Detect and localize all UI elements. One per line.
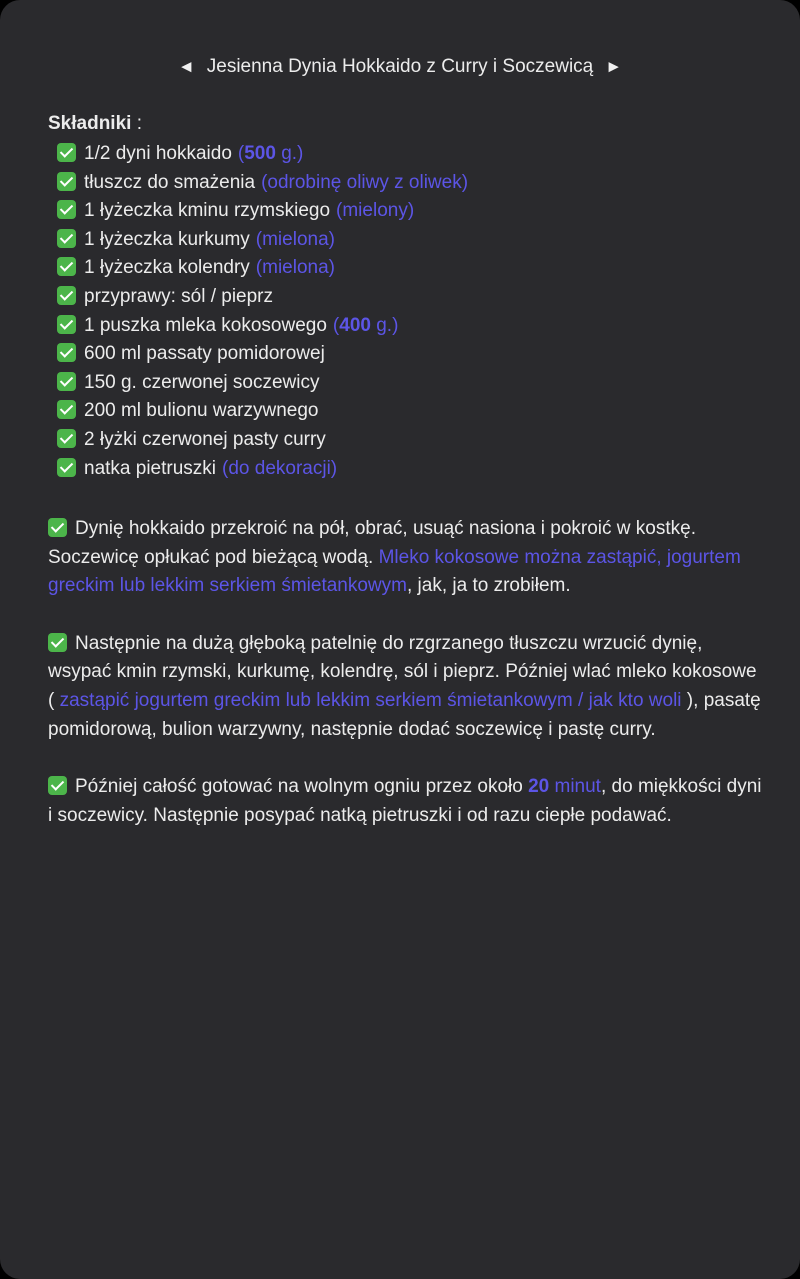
ingredient-note: (do dekoracji)	[222, 457, 338, 479]
check-icon	[57, 172, 76, 191]
ingredients-list	[48, 140, 768, 483]
ingredient-item	[57, 340, 768, 369]
ingredient-item	[57, 169, 768, 198]
ingredients-header	[48, 110, 768, 140]
recipe-title: Jesienna Dynia Hokkaido z Curry i Soczewicą	[206, 56, 594, 77]
ingredient-note: (500 g.)	[237, 143, 304, 164]
ingredient-item	[57, 197, 768, 226]
instruction-step-text: Następnie na dużą głęboką patelnię do rzgrzanego tłuszczu wrzucić dynię, wsypać kmin rzymski, kurkumę, kolendrę, sól i pieprz. Później wlać mleko kokosowe ( zastąpić jogurtem greckim lub lekkim serkiem śmietankowym / jak kto woli ), pasatę pomidorową, bulion warzywny, następnie dodać soczewicę i pastę curry.	[48, 632, 761, 740]
ingredient-text: 1 łyżeczka kminu rzymskiego	[84, 200, 331, 222]
recipe-title-bar	[0, 53, 800, 81]
check-icon	[57, 200, 76, 219]
highlight-text: Mleko kokosowe można zastąpić, jogurtem greckim lub lekkim serkiem śmietankowym	[48, 546, 741, 597]
ingredient-note: (400 g.)	[332, 314, 399, 336]
check-icon	[57, 343, 76, 362]
cooking-time-value: 20	[528, 776, 550, 798]
check-icon	[48, 776, 67, 795]
ingredient-text: 1/2 dyni hokkaido	[84, 143, 232, 164]
ingredient-item	[57, 426, 768, 455]
ingredient-text: 1 łyżeczka kolendry	[84, 257, 250, 279]
ingredient-text: 600 ml passaty pomidorowej	[84, 343, 325, 365]
ingredient-item	[57, 140, 768, 169]
check-icon	[57, 458, 76, 477]
check-icon	[57, 286, 76, 305]
next-arrow-icon[interactable]: ►	[605, 57, 623, 76]
ingredient-text: 1 łyżeczka kurkumy	[84, 228, 250, 250]
ingredient-item	[57, 397, 768, 426]
ingredient-item	[57, 226, 768, 255]
check-icon	[57, 315, 76, 334]
highlight-text: 20 minut	[528, 776, 601, 798]
ingredient-text: 200 ml bulionu warzywnego	[84, 400, 319, 422]
check-icon	[57, 229, 76, 248]
instructions-section	[48, 515, 763, 859]
ingredient-item	[57, 254, 768, 283]
check-icon	[57, 400, 76, 419]
instruction-step-text: Później całość gotować na wolnym ogniu przez około 20 minut, do miękkości dyni i soczewicy. Następnie posypać natką pietruszki i od razu ciepłe podawać.	[48, 776, 762, 826]
instruction-step-text: Dynię hokkaido przekroić na pół, obrać, usuąć nasiona i pokroić w kostkę. Soczewicę opłukać pod bieżącą wodą. Mleko kokosowe można zastąpić, jogurtem greckim lub lekkim serkiem śmietankowym, jak, ja to zrobiłem.	[48, 518, 741, 597]
check-icon	[48, 633, 67, 652]
check-icon	[57, 372, 76, 391]
ingredient-text: tłuszcz do smażenia	[84, 171, 256, 193]
ingredient-text: 2 łyżki czerwonej pasty curry	[84, 428, 326, 450]
ingredients-section	[48, 110, 768, 483]
ingredient-item	[57, 312, 768, 341]
ingredient-item	[57, 283, 768, 312]
ingredient-item	[57, 369, 768, 398]
check-icon	[57, 429, 76, 448]
ingredient-text: 1 puszka mleka kokosowego	[84, 314, 327, 336]
ingredients-header-label: Składniki	[48, 113, 132, 134]
previous-arrow-icon[interactable]: ◄	[177, 57, 195, 76]
ingredient-note-amount: 400	[339, 314, 371, 336]
ingredient-note: (mielony)	[336, 200, 415, 222]
ingredient-note: (mielona)	[255, 257, 335, 279]
ingredient-note: (odrobinę oliwy z oliwek)	[261, 171, 469, 193]
check-icon	[57, 143, 76, 162]
check-icon	[57, 257, 76, 276]
instruction-step	[48, 773, 763, 830]
ingredient-note: (mielona)	[255, 228, 335, 250]
ingredient-note-amount: 500	[244, 143, 276, 164]
highlight-text: zastąpić jogurtem greckim lub lekkim serkiem śmietankowym / jak kto woli	[59, 689, 682, 711]
check-icon	[48, 518, 67, 537]
ingredient-text: natka pietruszki	[84, 457, 217, 479]
instruction-step	[48, 630, 763, 744]
ingredients-header-suffix: :	[131, 113, 142, 134]
ingredient-text: przyprawy: sól / pieprz	[84, 285, 274, 307]
ingredient-item	[57, 455, 768, 484]
ingredient-text: 150 g. czerwonej soczewicy	[84, 371, 320, 393]
instruction-step	[48, 515, 763, 601]
